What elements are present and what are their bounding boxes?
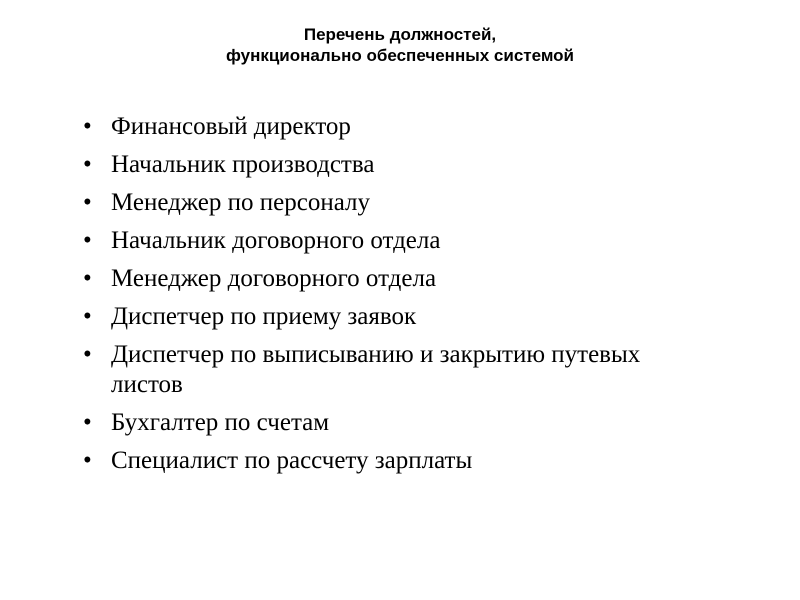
list-item-text: Финансовый директор [111,113,351,140]
list-item [82,446,782,476]
list-item [82,264,782,294]
bullet-icon: • [83,227,92,254]
list-item-text: Бухгалтер по счетам [111,409,330,436]
list-item [82,226,782,256]
slide-title-line-2: функционально обеспеченных системой [225,46,575,65]
position-list [82,112,782,484]
bullet-icon: • [83,265,92,292]
list-item-text: Специалист по рассчету зарплаты [111,447,473,474]
bullet-icon: • [83,113,92,140]
list-item [82,408,782,438]
list-item-text: Менеджер по персоналу [111,189,371,216]
slide-title-line-1: Перечень должностей, [303,25,497,44]
list-item-text: Менеджер договорного отдела [111,265,437,292]
bullet-icon: • [83,189,92,216]
list-item-text: Начальник договорного отдела [111,227,441,254]
list-item [82,112,782,142]
bullet-icon: • [83,447,92,474]
list-item [82,188,782,218]
list-item [82,340,671,400]
list-item-text: Диспетчер по выписыванию и закрытию путевых листов [111,341,641,398]
slide-title [0,24,800,66]
bullet-icon: • [83,341,92,368]
bullet-icon: • [83,151,92,178]
list-item [82,150,782,180]
bullet-icon: • [83,303,92,330]
bullet-icon: • [83,409,92,436]
list-item [82,302,782,332]
list-item-text: Диспетчер по приему заявок [111,303,417,330]
list-item-text: Начальник производства [111,151,375,178]
